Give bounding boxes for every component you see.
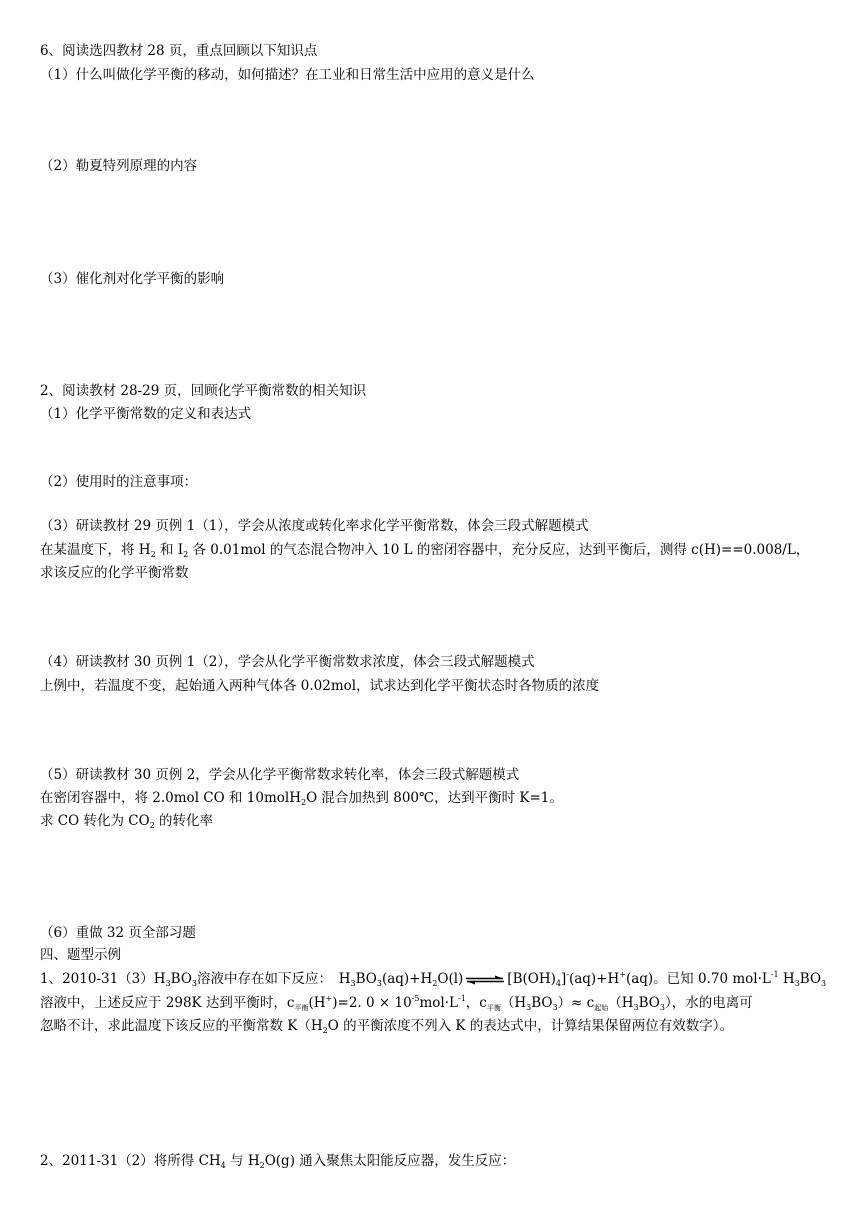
section6-question-2: （2）勒夏特列原理的内容 — [40, 158, 198, 174]
section6-question-1: （1）什么叫做化学平衡的移动，如何描述？在工业和日常生活中应用的意义是什么 — [40, 67, 535, 83]
equilibrium-arrow-icon — [465, 975, 505, 985]
section4-title: 四、题型示例 — [40, 947, 121, 963]
example3-problem-line2: 求 CO 转化为 $CO_2$ 的转化率 — [40, 813, 214, 830]
section6-question-3: （3）催化剂对化学平衡的影响 — [40, 271, 225, 287]
exam-question-1-line3: 忽略不计，求此温度下该反应的平衡常数 $K(H_2O$ 的平衡浓度不列入 K 的表达式中，计算结果保留两位有效数字）。 — [40, 1018, 734, 1035]
example1-problem-line1: 在某温度下，将 $H_2$ 和 $I_2$ 各 0.01mol 的气态混合物冲入 10 L 的密闭容器中，充分反应，达到平衡后，测得 c(H)==0.008/L， — [40, 542, 810, 559]
section2-title: 2、阅读教材 28-29 页，回顾化学平衡常数的相关知识 — [40, 383, 367, 399]
example3-problem-line1: 在密闭容器中，将 2.0mol CO 和 10molH$_2$O 混合加热到 800℃，达到平衡时 K=1。 — [40, 790, 563, 807]
exam-question-2: 2、2011-31（2）将所得 $CH_4$ 与 $H_2O(g)$ 通入聚焦太阳能反应器，发生反应： — [40, 1153, 516, 1170]
section2-question-2: （2）使用时的注意事项： — [40, 474, 198, 490]
section6-title: 6、阅读选四教材 28 页，重点回顾以下知识点 — [40, 43, 318, 59]
section2-question-3: （3）研读教材 29 页例 1（1），学会从浓度或转化率求化学平衡常数，体会三段式解题模式 — [40, 518, 589, 534]
exam-question-1-line2: 溶液中，上述反应于 298K 达到平衡时，$c_{平衡}(H^+)=2$. $0 \times 10^{-5}mol\cdot L^{-1}$，$c_{平衡}(H_3BO_3)\approx c_{起始}(H_3BO_3)$，水的电离可 — [40, 994, 753, 1012]
section2-question-6: （6）重做 32 页全部习题 — [40, 925, 196, 941]
example1-problem-line2: 求该反应的化学平衡常数 — [40, 565, 189, 581]
section2-question-5: （5）研读教材 30 页例 2，学会从化学平衡常数求转化率，体会三段式解题模式 — [40, 767, 520, 783]
example2-problem: 上例中，若温度不变，起始通入两种气体各 0.02mol，试求达到化学平衡状态时各物质的浓度 — [40, 678, 600, 694]
section2-question-1: （1）化学平衡常数的定义和表达式 — [40, 406, 252, 422]
section2-question-4: （4）研读教材 30 页例 1（2），学会从化学平衡常数求浓度，体会三段式解题模式 — [40, 654, 535, 670]
exam-question-1-line1: 1、$2010-31(3)H_3BO_3$溶液中存在如下反应： $H_3BO_3(aq)+H_2O(l)$ $[B(OH)_4]^-(aq)+H^+(aq)$。已知 0.70 $mol\cdot L^{-1}$ $H_3BO_3$ — [40, 970, 827, 988]
